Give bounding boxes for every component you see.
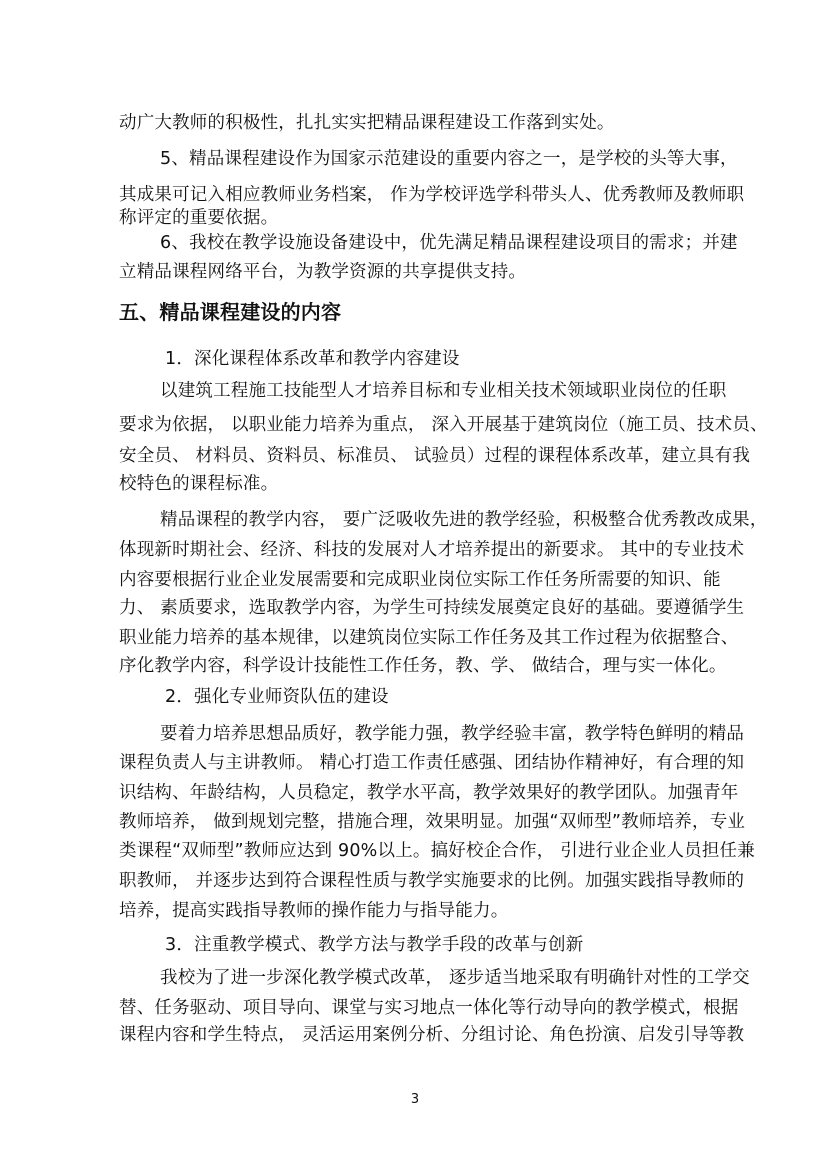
subsection-heading: 3．注重教学模式、教学方法与教学手段的改革与创新 xyxy=(165,935,584,955)
text-line: 课程负责人与主讲教师。 精心打造工作责任感强、团结协作精神好，有合理的知 xyxy=(119,753,745,773)
text-line: 职业能力培养的基本规律，以建筑岗位实际工作任务及其工作过程为依据整合、 xyxy=(119,628,739,648)
text-line: 称评定的重要依据。 xyxy=(119,208,279,228)
text-line: 序化教学内容，科学设计技能性工作任务，教、学、 做结合，理与实一体化。 xyxy=(119,656,727,676)
text-line: 以建筑工程施工技能型人才培养目标和专业相关技术领域职业岗位的任职 xyxy=(160,381,727,401)
text-line: 力、 素质要求，选取教学内容，为学生可持续发展奠定良好的基础。要遵循学生 xyxy=(119,598,745,618)
text-line: 内容要根据行业企业发展需要和完成职业岗位实际工作任务所需要的知识、能 xyxy=(119,570,721,590)
text-line: 要着力培养思想品质好，教学能力强，教学经验丰富，教学特色鲜明的精品 xyxy=(160,724,745,744)
text-line: 立精品课程网络平台，为教学资源的共享提供支持。 xyxy=(119,262,527,282)
subsection-heading: 2．强化专业师资队伍的建设 xyxy=(165,687,389,707)
text-line: 要求为依据， 以职业能力培养为重点， 深入开展基于建筑岗位（施工员、技术员、 xyxy=(119,415,768,435)
text-line: 课程内容和学生特点， 灵活运用案例分析、分组讨论、角色扮演、启发引导等教 xyxy=(119,1025,745,1045)
text-line: 6、我校在教学设施设备建设中，优先满足精品课程建设项目的需求；并建 xyxy=(160,233,738,253)
text-line: 职教师， 并逐步达到符合课程性质与教学实施要求的比例。加强实践指导教师的 xyxy=(119,871,745,891)
text-line: 识结构、年龄结构，人员稳定，教学水平高，教学效果好的教学团队。加强青年 xyxy=(119,783,739,803)
text-line: 其成果可记入相应教师业务档案， 作为学校评选学科带头人、优秀教师及教师职 xyxy=(119,185,745,205)
text-line: 动广大教师的积极性，扎扎实实把精品课程建设工作落到实处。 xyxy=(119,113,615,133)
text-line: 校特色的课程标准。 xyxy=(119,474,279,494)
text-line: 精品课程的教学内容， 要广泛吸收先进的教学经验，积极整合优秀教改成果， xyxy=(160,510,768,530)
text-line: 类课程“双师型”教师应达到 90%以上。搞好校企合作， 引进行业企业人员担任兼 xyxy=(119,841,755,861)
page-number: 3 xyxy=(410,1092,420,1107)
section-heading: 五、精品课程建设的内容 xyxy=(119,300,342,324)
text-line: 教师培养， 做到规划完整，措施合理，效果明显。加强“双师型”教师培养，专业 xyxy=(119,812,746,832)
text-line: 我校为了进一步深化教学模式改革， 逐步适当地采取有明确针对性的工学交 xyxy=(160,968,750,988)
text-line: 安全员、 材料员、资料员、标准员、 试验员）过程的课程体系改革，建立具有我 xyxy=(119,446,751,466)
text-line: 替、任务驱动、项目导向、课堂与实习地点一体化等行动导向的教学模式，根据 xyxy=(119,998,739,1018)
text-line: 5、精品课程建设作为国家示范建设的重要内容之一，是学校的头等大事， xyxy=(160,149,738,169)
subsection-heading: 1．深化课程体系改革和教学内容建设 xyxy=(165,349,460,369)
text-line: 培养，提高实践指导教师的操作能力与指导能力。 xyxy=(119,901,509,921)
text-line: 体现新时期社会、经济、科技的发展对人才培养提出的新要求。 其中的专业技术 xyxy=(119,540,745,560)
